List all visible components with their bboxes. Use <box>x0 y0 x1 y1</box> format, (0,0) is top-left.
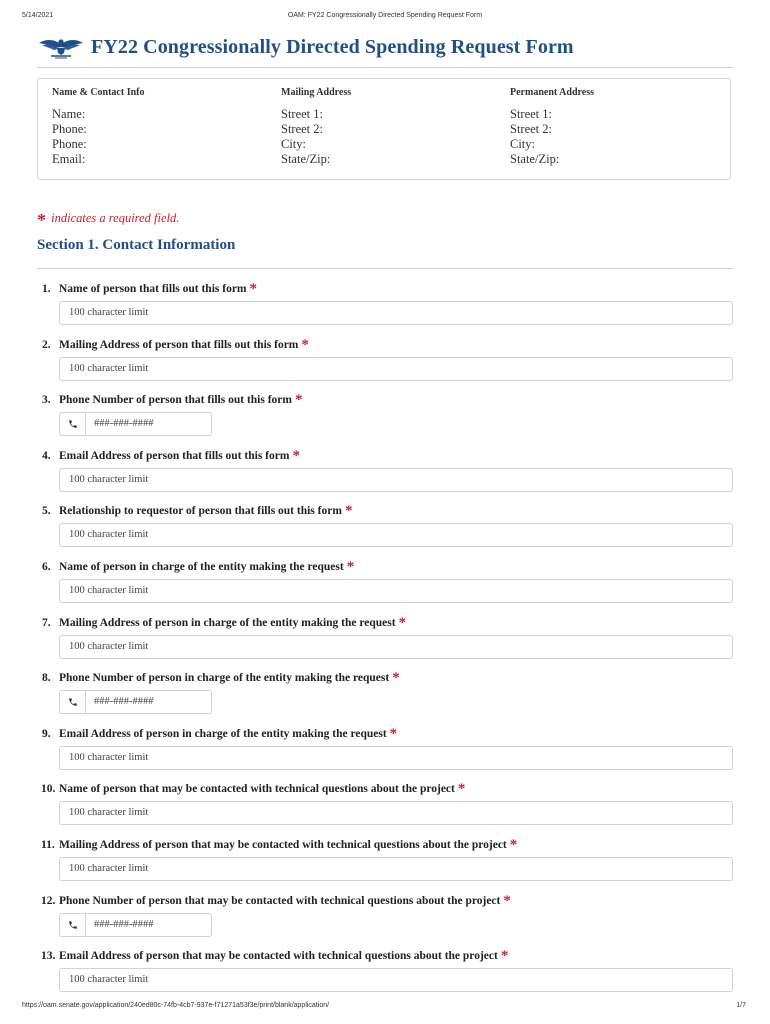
question-text: Name of person in charge of the entity making the request <box>59 561 344 573</box>
applicant-info-box <box>37 78 731 180</box>
required-asterisk-icon: * <box>392 670 400 686</box>
required-asterisk-icon: * <box>509 837 518 853</box>
required-asterisk-icon: * <box>344 503 353 519</box>
question-9 <box>37 726 733 763</box>
mailing-city-line: City: <box>281 137 307 151</box>
print-date: 5/14/2021 <box>22 12 54 19</box>
print-footer <box>0 1002 770 1016</box>
permanent-statezip-line: State/Zip: <box>510 152 560 166</box>
text-input[interactable]: 100 character limit <box>59 857 733 881</box>
question-label <box>37 948 733 964</box>
question-text: Mailing Address of person in charge of the entity making the request <box>59 617 396 629</box>
required-asterisk-icon: * <box>37 210 46 230</box>
question-6 <box>37 559 733 596</box>
question-text: Email Address of person that fills out this form <box>59 450 290 462</box>
required-asterisk-icon: * <box>294 392 303 408</box>
question-label <box>37 781 733 797</box>
text-input[interactable]: 100 character limit <box>59 523 733 547</box>
text-input[interactable]: 100 character limit <box>59 357 733 381</box>
phone-icon <box>60 914 86 936</box>
permanent-city-line: City: <box>510 137 536 151</box>
question-1 <box>37 281 733 318</box>
mailing-statezip-line: State/Zip: <box>281 152 331 166</box>
required-asterisk-icon: * <box>249 281 257 297</box>
name-line: Name: <box>52 107 86 121</box>
question-number: 13. <box>41 950 56 962</box>
permanent-street2-line: Street 2: <box>510 122 553 136</box>
phone-placeholder: ###-###-#### <box>94 418 154 429</box>
text-input[interactable]: 100 character limit <box>59 301 733 325</box>
required-asterisk-icon: * <box>346 559 355 575</box>
question-label <box>37 837 733 853</box>
required-asterisk-icon: * <box>301 337 309 353</box>
print-header <box>0 10 770 24</box>
phone-line: Phone: <box>52 122 87 136</box>
mailing-street2-line: Street 2: <box>281 122 324 136</box>
section-divider <box>37 268 733 269</box>
question-label <box>37 893 733 909</box>
phone-input[interactable] <box>59 690 212 714</box>
phone-placeholder: ###-###-#### <box>94 919 154 930</box>
question-label <box>37 726 733 742</box>
question-label <box>37 392 733 408</box>
question-text: Email Address of person in charge of the entity making the request <box>59 728 387 740</box>
text-input[interactable]: 100 character limit <box>59 468 733 492</box>
text-input[interactable]: 100 character limit <box>59 579 733 603</box>
question-text: Phone Number of person that may be contacted with technical questions about the project <box>59 895 501 907</box>
question-2 <box>37 337 733 374</box>
question-number: 2. <box>42 339 51 351</box>
question-text: Relationship to requestor of person that fills out this form <box>59 505 342 517</box>
question-number: 12. <box>41 895 56 907</box>
required-asterisk-icon: * <box>292 448 300 464</box>
question-text: Phone Number of person in charge of the entity making the request <box>59 672 390 684</box>
question-text: Phone Number of person that fills out this form <box>59 394 292 406</box>
phone-input[interactable] <box>59 412 212 436</box>
text-input[interactable]: 100 character limit <box>59 801 733 825</box>
section-title: Section 1. Contact Information <box>37 237 236 253</box>
question-3 <box>37 392 733 429</box>
question-text: Name of person that may be contacted with technical questions about the project <box>59 783 455 795</box>
question-label <box>37 337 733 353</box>
question-text: Name of person that fills out this form <box>59 283 247 295</box>
question-4 <box>37 448 733 485</box>
question-10 <box>37 781 733 818</box>
required-asterisk-icon: * <box>500 948 509 964</box>
required-asterisk-icon: * <box>503 893 511 909</box>
text-input[interactable]: 100 character limit <box>59 968 733 992</box>
permanent-address-heading: Permanent Address <box>510 87 594 98</box>
mailing-address-column <box>281 87 351 167</box>
question-number: 5. <box>42 505 51 517</box>
print-page-title: OAM: FY22 Congressionally Directed Spending Request Form <box>287 12 483 19</box>
question-11 <box>37 837 733 874</box>
text-input[interactable]: 100 character limit <box>59 746 733 770</box>
question-8 <box>37 670 733 707</box>
question-number: 7. <box>42 617 51 629</box>
question-number: 9. <box>42 728 51 740</box>
title-divider <box>37 67 733 68</box>
phone-icon <box>60 691 86 713</box>
required-field-note <box>37 210 179 231</box>
question-label <box>37 448 733 464</box>
phone-line-2: Phone: <box>52 137 87 151</box>
phone-placeholder: ###-###-#### <box>94 696 154 707</box>
required-asterisk-icon: * <box>389 726 398 742</box>
question-number: 6. <box>42 561 51 573</box>
page-number: 1/7 <box>736 1002 746 1009</box>
question-text: Mailing Address of person that fills out this form <box>59 339 299 351</box>
question-5 <box>37 503 733 540</box>
question-number: 1. <box>42 283 51 295</box>
mailing-address-heading: Mailing Address <box>281 87 352 98</box>
question-number: 3. <box>42 394 51 406</box>
permanent-address-column <box>510 87 594 167</box>
email-line: Email: <box>52 152 86 166</box>
form-header <box>37 30 733 64</box>
required-asterisk-icon: * <box>457 781 466 797</box>
form-title: FY22 Congressionally Directed Spending Request Form <box>91 35 574 58</box>
senate-eagle-seal-icon <box>37 34 85 60</box>
question-label <box>37 615 733 631</box>
question-text: Mailing Address of person that may be contacted with technical questions about the project <box>59 839 507 851</box>
question-number: 4. <box>42 450 51 462</box>
question-label <box>37 559 733 575</box>
question-text: Email Address of person that may be contacted with technical questions about the project <box>59 950 498 962</box>
required-note-text: indicates a required field. <box>51 211 180 225</box>
question-label <box>37 281 733 297</box>
question-number: 10. <box>41 783 56 795</box>
question-label <box>37 503 733 519</box>
phone-icon <box>60 413 86 435</box>
mailing-street1-line: Street 1: <box>281 107 324 121</box>
question-number: 11. <box>41 839 55 851</box>
question-number: 8. <box>42 672 51 684</box>
print-url: https://oam.senate.gov/application/240ed80c-74fb-4cb7-937e-f71271a53f3e/print/blank/application/ <box>22 1002 330 1009</box>
text-input[interactable]: 100 character limit <box>59 635 733 659</box>
question-label <box>37 670 733 686</box>
question-12 <box>37 893 733 930</box>
question-13 <box>37 948 733 985</box>
required-asterisk-icon: * <box>398 615 407 631</box>
name-contact-heading: Name & Contact Info <box>52 87 145 98</box>
name-contact-column <box>52 87 145 167</box>
question-7 <box>37 615 733 652</box>
phone-input[interactable] <box>59 913 212 937</box>
permanent-street1-line: Street 1: <box>510 107 553 121</box>
